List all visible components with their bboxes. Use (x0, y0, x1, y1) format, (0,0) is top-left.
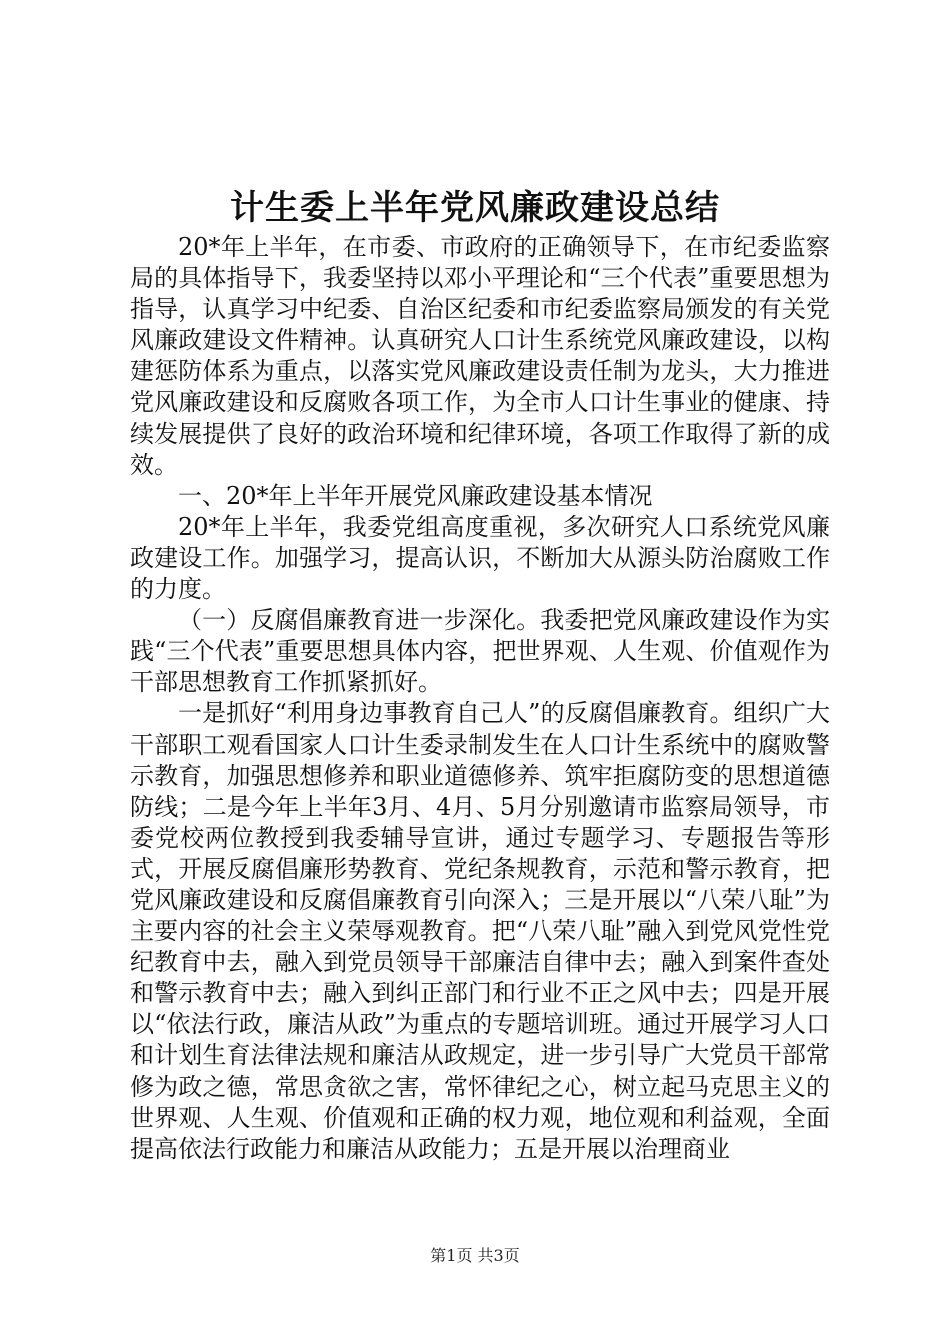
page-footer: 第1页 共3页 (430, 1246, 520, 1265)
document-body (130, 232, 830, 1165)
paragraph-intro: 20*年上半年，在市委、市政府的正确领导下，在市纪委监察局的具体指导下，我委坚持以邓小平理论和“三个代表”重要思想为指导，认真学习中纪委、自治区纪委和市纪委监察局颁发的有关党风廉政建设文件精神。认真研究人口计生系统党风廉政建设，以构建惩防体系为重点，以落实党风廉政建设责任制为龙头，大力推进党风廉政建设和反腐败各项工作，为全市人口计生事业的健康、持续发展提供了良好的政治环境和纪律环境，各项工作取得了新的成效。 (130, 233, 830, 479)
paragraph-section-1-summary: 20*年上半年，我委党组高度重视，多次研究人口系统党风廉政建设工作。加强学习，提高认识，不断加大从源头防治腐败工作的力度。 (130, 512, 830, 604)
document-title: 计生委上半年党风廉政建设总结 (230, 188, 720, 228)
paragraph-education-measures: 一是抓好“利用身边事教育自己人”的反腐倡廉教育。组织广大干部职工观看国家人口计生委录制发生在人口计生系统中的腐败警示教育，加强思想修养和职业道德修养、筑牢拒腐防变的思想道德防线；二是今年上半年3月、4月、5月分别邀请市监察局领导，市委党校两位教授到我委辅导宣讲，通过专题学习、专题报告等形式，开展反腐倡廉形势教育、党纪条规教育，示范和警示教育，把党风廉政建设和反腐倡廉教育引向深入；三是开展以“八荣八耻”为主要内容的社会主义荣辱观教育。把“八荣八耻”融入到党风党性党纪教育中去，融入到党员领导干部廉洁自律中去；融入到案件查处和警示教育中去；融入到纠正部门和行业不正之风中去；四是开展以“依法行政，廉洁从政”为重点的专题培训班。通过开展学习人口和计划生育法律法规和廉洁从政规定，进一步引导广大党员干部常修为政之德，常思贪欲之害，常怀律纪之心，树立起马克思主义的世界观、人生观、价值观和正确的权力观，地位观和利益观，全面提高依法行政能力和廉洁从政能力；五是开展以治理商业 (130, 699, 830, 1163)
subsection-heading-1: （一）反腐倡廉教育进一步深化。我委把党风廉政建设作为实践“三个代表”重要思想具体内容，把世界观、人生观、价值观作为干部思想教育工作抓紧抓好。 (130, 606, 830, 697)
section-heading-1: 一、20*年上半年开展党风廉政建设基本情况 (178, 481, 653, 510)
